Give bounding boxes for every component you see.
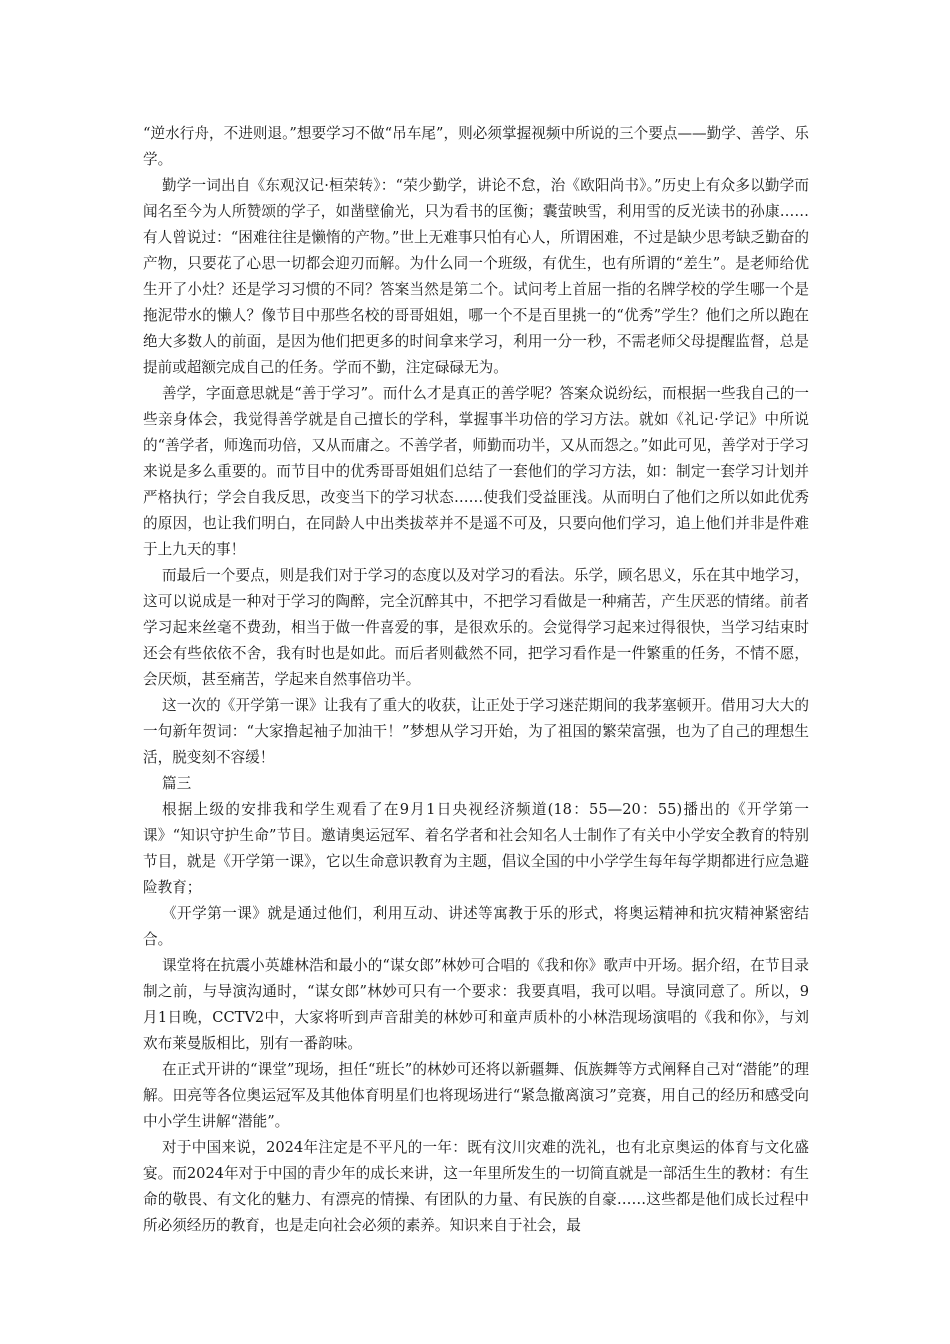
paragraph-good-study: 善学，字面意思就是“善于学习”。而什么才是真正的善学呢？答案众说纷纭，而根据一些我自己的一些亲身体会，我觉得善学就是自己擅长的学科，掌握事半功倍的学习方法。就如《礼记·学记》中所说的“善学者，师逸而功倍，又从而庸之。不善学者，师勤而功半，又从而怨之。”如此可见，善学对于学习来说是多么重要的。而节目中的优秀哥哥姐姐们总结了一套他们的学习方法，如：制定一套学习计划并严格执行；学会自我反思，改变当下的学习状态……使我们受益匪浅。从而明白了他们之所以如此优秀的原因，也让我们明白，在同龄人中出类拔萃并不是遥不可及，只要向他们学习，追上他们并非是件难于上九天的事！ xyxy=(143,385,809,558)
paragraph-diligent-study: 勤学一词出自《东观汉记·桓荣转》：“荣少勤学，讲论不怠，治《欧阳尚书》。”历史上有众多以勤学而闻名至今为人所赞颂的学子，如凿壁偷光，只为看书的匡衡；囊萤映雪，利用雪的反光读书的孙康……有人曾说过：“困难往往是懒惰的产物。”世上无难事只怕有心人，所谓困难，不过是缺少思考缺乏勤奋的产物，只要花了心思一切都会迎刃而解。为什么同一个班级，有优生，也有所谓的“差生”。是老师给优生开了小灶？还是学习习惯的不同？答案当然是第二个。试问考上首屈一指的名牌学校的学生哪一个是拖泥带水的懒人？像节目中那些名校的哥哥姐姐，哪一个不是百里挑一的“优秀”学生？他们之所以跑在绝大多数人的前面，是因为他们把更多的时间拿来学习，利用一分一秒，不需老师父母提醒监督，总是提前或超额完成自己的任务。学而不勤，注定碌碌无为。 xyxy=(143,177,809,376)
paragraph-joyful-study: 而最后一个要点，则是我们对于学习的态度以及对学习的看法。乐学，顾名思义，乐在其中地学习，这可以说成是一种对于学习的陶醉，完全沉醉其中，不把学习看做是一种痛苦，产生厌恶的情绪。前者学习起来丝毫不费劲，相当于做一件喜爱的事，是很欢乐的。会觉得学习起来过得很快，当学习结束时还会有些依依不舍，我有时也是如此。而后者则截然不同，把学习看作是一件繁重的任务，不情不愿，会厌烦，甚至痛苦，学起来自然事倍功半。 xyxy=(143,567,809,688)
section-heading: 篇三 xyxy=(161,775,192,792)
paragraph-conclusion: 这一次的《开学第一课》让我有了重大的收获，让正处于学习迷茫期间的我茅塞顿开。借用习大大的一句新年贺词：“大家撸起袖子加油干！”梦想从学习开始，为了祖国的繁荣富强，也为了自己的理想生活，脱变刻不容缓！ xyxy=(143,697,809,766)
paragraph-intro: “逆水行舟，不进则退。”想要学习不做“吊车尾”，则必须掌握视频中所说的三个要点——勤学、善学、乐学。 xyxy=(143,125,809,168)
paragraph-opening-song: 课堂将在抗震小英雄林浩和最小的“谋女郎”林妙可合唱的《我和你》歌声中开场。据介绍，在节目录制之前，与导演沟通时，“谋女郎”林妙可只有一个要求：我要真唱，我可以唱。导演同意了。所以，9月1日晚，CCTV2中，大家将听到声音甜美的林妙可和童声质朴的小林浩现场演唱的《我和你》，与刘欢布莱曼版相比，别有一番韵味。 xyxy=(143,957,809,1052)
paragraph-broadcast-info: 根据上级的安排我和学生观看了在9月1日央视经济频道(18：55—20：55)播出的《开学第一课》“知识守护生命”节目。邀请奥运冠军、着名学者和社会知名人士制作了有关中小学安全教育的特别节目，就是《开学第一课》，它以生命意识教育为主题，倡议全国的中小学学生每年每学期都进行应急避险教育； xyxy=(143,801,809,896)
paragraph-year-significance: 对于中国来说，2024年注定是不平凡的一年：既有汶川灾难的洗礼，也有北京奥运的体育与文化盛宴。而2024年对于中国的青少年的成长来讲，这一年里所发生的一切简直就是一部活生生的教材：有生命的敬畏、有文化的魅力、有漂亮的情操、有团队的力量、有民族的自豪……这些都是他们成长过程中所必须经历的教育，也是走向社会必须的素养。知识来自于社会，最 xyxy=(143,1139,809,1234)
paragraph-classroom: 在正式开讲的“课堂”现场，担任“班长”的林妙可还将以新疆舞、佤族舞等方式阐释自己对“潜能”的理解。田亮等各位奥运冠军及其他体育明星们也将现场进行“紧急撤离演习”竞赛，用自己的经历和感受向中小学生讲解“潜能”。 xyxy=(143,1061,809,1130)
document-body xyxy=(143,121,809,1239)
paragraph-format: 《开学第一课》就是通过他们，利用互动、讲述等寓教于乐的形式，将奥运精神和抗灾精神紧密结合。 xyxy=(143,905,809,948)
